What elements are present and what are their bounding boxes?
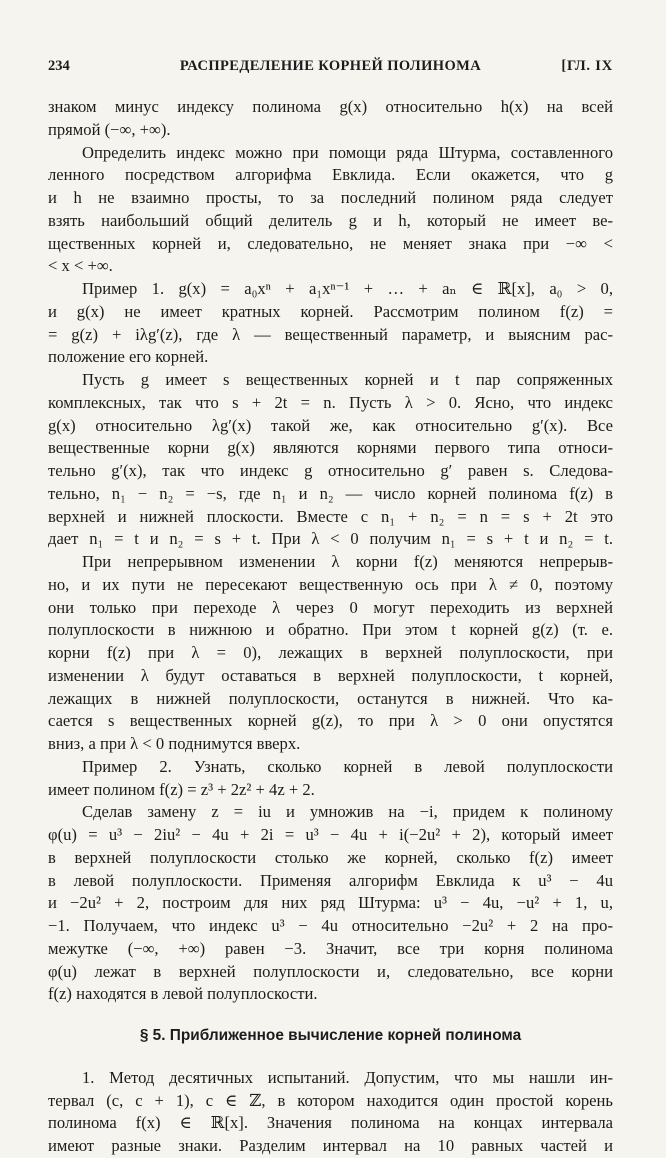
- running-head: [48, 58, 613, 82]
- text-line: имеет полином f(z) = z³ + 2z² + 4z + 2.: [48, 779, 315, 799]
- text-line: −1. Получаем, что индекс u³ − 4u относительно −2u² + 2 на про-: [48, 916, 613, 935]
- text-line: вниз, а при λ < 0 поднимутся вверх.: [48, 734, 301, 753]
- section-title: § 5. Приближенное вычисление корней полинома: [139, 1027, 522, 1044]
- text-line: тельно, n₁ − n₂ = −s, где n₁ и n₂ — число корней полинома f(z) в: [48, 483, 613, 503]
- text-line: комплексных, так что s + 2t = n. Пусть λ > 0. Ясно, что индекс: [48, 392, 613, 412]
- text-line: полуплоскости в нижнюю и обратно. При этом t корней g(z) (т. е.: [48, 620, 613, 640]
- chapter-label: [ГЛ. IX: [561, 58, 613, 74]
- page-body: [48, 96, 613, 1158]
- text-line: но, и их пути не пересекают вещественную ось при λ ≠ 0, поэтому: [48, 574, 613, 594]
- running-title: РАСПРЕДЕЛЕНИЕ КОРНЕЙ ПОЛИНОМА: [179, 58, 482, 74]
- text-line: они только при переходе λ через 0 могут переходить из верхней: [48, 597, 613, 617]
- text-line: Пусть g имеет s вещественных корней и t пар сопряженных: [82, 370, 613, 389]
- text-line: взять наибольший общий делитель g и h, который не имеет ве-: [48, 210, 613, 230]
- subsection-line: 1. Метод десятичных испытаний. Допустим, что мы нашли ин-: [82, 1067, 613, 1087]
- text-line: дает n₁ = t и n₂ = s + t. При λ < 0 получим n₁ = s + t и n₂ = t.: [48, 529, 613, 549]
- text-line: φ(u) = u³ − 2iu² − 4u + 2i = u³ − 4u + i(−2u² + 2), который имеет: [48, 825, 613, 844]
- text-line: лежащих в нижней полуплоскости, останутся в нижней. Что ка-: [48, 688, 613, 708]
- text-line: корни f(z) при λ = 0), лежащих в верхней полуплоскости, при: [48, 643, 613, 662]
- text-line: Определить индекс можно при помощи ряда Штурма, составленного: [82, 142, 613, 162]
- text-line: ленного посредством алгорифма Евклида. Если окажется, что g: [48, 165, 613, 185]
- text-line: g(x) относительно λg′(x) такой же, как относительно g′(x). Все: [48, 415, 613, 435]
- text-line: положение его корней.: [48, 347, 209, 367]
- text-line: в левой полуплоскости. Применяя алгорифм Евклида к u³ − 4u: [48, 870, 613, 890]
- text-line: тельно g′(x), так что индекс g относительно g′ равен s. Следова-: [48, 461, 613, 480]
- text-line: тервал (c, c + 1), c ∈ ℤ, в котором находится один простой корень: [48, 1090, 613, 1110]
- text-line: Сделав замену z = iu и умножив на −i, придем к полиному: [82, 802, 613, 822]
- text-line: сается s вещественных корней g(z), то при λ > 0 они опустятся: [48, 711, 613, 731]
- text-line: и g(x) не имеет кратных корней. Рассмотрим полином f(z) =: [48, 301, 613, 321]
- text-line: прямой (−∞, +∞).: [48, 119, 171, 139]
- text-line: и −2u² + 2, построим для них ряд Штурма: u³ − 4u, −u² + 1, u,: [48, 893, 613, 913]
- text-line: f(z) находятся в левой полуплоскости.: [48, 984, 318, 1004]
- text-line: полинома f(x) ∈ ℝ[x]. Значения полинома на концах интервала: [48, 1113, 613, 1133]
- text-line: щественных корней и, следовательно, не меняет знака при −∞ <: [48, 233, 613, 253]
- text-line: знаком минус индексу полинома g(x) относительно h(x) на всей: [48, 97, 613, 116]
- text-line: При непрерывном изменении λ корни f(z) меняются непрерыв-: [82, 552, 613, 571]
- text-line: и h не взаимно просты, то за последний полином ряда следует: [48, 188, 613, 207]
- text-line: φ(u) лежат в верхней полуплоскости и, следовательно, все корни: [48, 961, 613, 981]
- text-line: = g(z) + iλg′(z), где λ — вещественный параметр, и выясним рас-: [48, 324, 613, 344]
- text-line: в верхней полуплоскости столько же корней, сколько f(z) имеет: [48, 847, 613, 867]
- text-line: < x < +∞.: [48, 256, 113, 276]
- text-line: изменении λ будут оставаться в верхней полуплоскости, t корней,: [48, 665, 613, 685]
- example-1-line: Пример 1. g(x) = a₀xⁿ + a₁xⁿ⁻¹ + … + aₙ ∈ ℝ[x], a₀ > 0,: [82, 279, 613, 298]
- text-line: имеют разные знаки. Разделим интервал на 10 равных частей и: [48, 1136, 613, 1155]
- page-number: 234: [48, 58, 70, 74]
- text-line: верхней и нижней плоскости. Вместе с n₁ + n₂ = n = s + 2t это: [48, 506, 613, 526]
- example-2-line: Пример 2. Узнать, сколько корней в левой полуплоскости: [82, 756, 613, 776]
- text-line: вещественные корни g(x) являются корнями первого типа относи-: [48, 438, 613, 458]
- text-line: межутке (−∞, +∞) равен −3. Значит, все три корня полинома: [48, 938, 613, 958]
